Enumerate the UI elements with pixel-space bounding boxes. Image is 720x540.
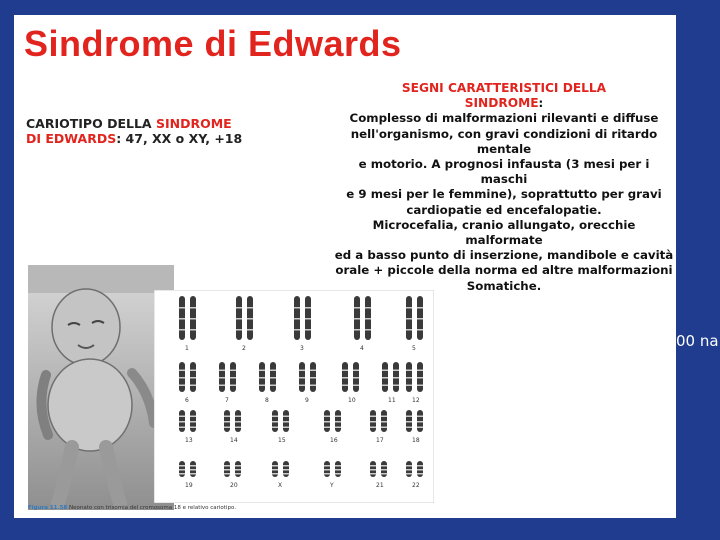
chromosome-band: [259, 377, 265, 379]
chromosome-band: [219, 370, 225, 372]
chromosome-band: [224, 416, 230, 418]
chromosome-band: [179, 329, 185, 331]
chromosome-band: [417, 377, 423, 379]
chromosome-label: 15: [278, 437, 286, 444]
signs-heading-line1: SEGNI CARATTERISTICI DELLA: [401, 81, 607, 95]
chromosome-band: [370, 421, 376, 423]
chromosome-band: [299, 370, 305, 372]
chromosome-band: [294, 329, 300, 331]
chromosome-band: [393, 377, 399, 379]
chromosome-band: [406, 385, 412, 387]
chromosome-band: [179, 370, 185, 372]
chromosome-band: [382, 377, 388, 379]
chromosome-label: 2: [242, 345, 246, 352]
chromosome-band: [179, 473, 185, 475]
chromosome-band: [342, 370, 348, 372]
slide-title: Sindrome di Edwards: [24, 23, 402, 64]
chromosome-label: 14: [230, 437, 238, 444]
chromosome-band: [381, 465, 387, 467]
chromosome-band: [230, 370, 236, 372]
chromosome-band: [406, 473, 412, 475]
chromosome-band: [272, 416, 278, 418]
chromosome-band: [370, 473, 376, 475]
chromosome-band: [190, 377, 196, 379]
chromosome-band: [370, 427, 376, 429]
chromosome-band: [370, 465, 376, 467]
chromosome-band: [283, 416, 289, 418]
chromosome-band: [190, 473, 196, 475]
chromosome-band: [235, 469, 241, 471]
chromosome-band: [324, 416, 330, 418]
chromosome-band: [236, 329, 242, 331]
chromosome-label: X: [278, 482, 283, 489]
chromosome-band: [381, 473, 387, 475]
signs-line: Microcefalia, cranio allungato, orecchie malformate: [372, 217, 636, 248]
chromosome-band: [406, 469, 412, 471]
chromosome-band: [283, 469, 289, 471]
chromosome-band: [335, 465, 341, 467]
chromosome-label: 17: [376, 437, 384, 444]
chromosome-band: [224, 465, 230, 467]
karyotype-red-syndrome: SINDROME: [155, 116, 232, 131]
chromosome-label: 16: [330, 437, 338, 444]
chromosome-band: [406, 318, 412, 320]
chromosome-label: Y: [330, 482, 334, 489]
chromosome-band: [417, 370, 423, 372]
chromosome-band: [272, 421, 278, 423]
chromosome-band: [335, 427, 341, 429]
chromosome-band: [417, 329, 423, 331]
characteristic-signs: [334, 81, 674, 294]
chromosome-band: [335, 421, 341, 423]
chromosome-band: [324, 465, 330, 467]
chromosome-label: 5: [412, 345, 416, 352]
karyotype-prefix: CARIOTIPO DELLA: [26, 116, 156, 131]
signs-heading-colon: :: [538, 96, 544, 111]
chromosome-band: [283, 465, 289, 467]
chromosome-band: [247, 329, 253, 331]
chromosome-band: [382, 370, 388, 372]
chromosome-band: [354, 307, 360, 309]
chromosome-band: [417, 465, 423, 467]
karyotype-formula: : 47, XX o XY, +18: [116, 131, 243, 146]
chromosome-band: [283, 421, 289, 423]
chromosome-band: [354, 329, 360, 331]
chromosome-band: [406, 377, 412, 379]
chromosome-band: [259, 385, 265, 387]
chromosome-band: [365, 307, 371, 309]
chromosome-label: 20: [230, 482, 238, 489]
chromosome-band: [179, 416, 185, 418]
chromosome-band: [270, 385, 276, 387]
chromosome-band: [406, 307, 412, 309]
chromosome-band: [294, 307, 300, 309]
chromosome-band: [381, 469, 387, 471]
signs-line: Complesso di malformazioni rilevanti e diffuse: [349, 111, 659, 126]
chromosome-band: [417, 385, 423, 387]
chromosome-band: [406, 329, 412, 331]
signs-line: ed a basso punto di inserzione, mandibole e cavità: [334, 248, 674, 263]
chromosome-label: 13: [185, 437, 193, 444]
chromosome-band: [272, 469, 278, 471]
chromosome-band: [353, 370, 359, 372]
chromosome-band: [324, 473, 330, 475]
chromosome-band: [294, 318, 300, 320]
chromosome-label: 10: [348, 397, 356, 404]
chromosome-band: [270, 370, 276, 372]
chromosome-band: [224, 469, 230, 471]
chromosome-band: [324, 469, 330, 471]
figure-caption-label: Figura 11.58: [28, 505, 68, 511]
chromosome-band: [230, 377, 236, 379]
chromosome-band: [235, 416, 241, 418]
chromosome-band: [190, 370, 196, 372]
chromosome-band: [417, 416, 423, 418]
chromosome-band: [324, 421, 330, 423]
chromosome-band: [381, 416, 387, 418]
signs-heading-line2: SINDROME: [464, 96, 539, 111]
chromosome-band: [370, 416, 376, 418]
chromosome-band: [190, 416, 196, 418]
chromosome-band: [310, 377, 316, 379]
chromosome-band: [236, 318, 242, 320]
chromosome-band: [299, 377, 305, 379]
chromosome-band: [235, 465, 241, 467]
chromosome-band: [406, 427, 412, 429]
chromosome-band: [335, 473, 341, 475]
content-card: [14, 15, 676, 518]
chromosome-band: [224, 427, 230, 429]
chromosome-band: [417, 307, 423, 309]
chromosome-band: [247, 318, 253, 320]
chromosome-band: [179, 469, 185, 471]
chromosome-band: [219, 385, 225, 387]
chromosome-label: 9: [305, 397, 309, 404]
chromosome-band: [305, 318, 311, 320]
chromosome-band: [365, 329, 371, 331]
chromosome-band: [283, 427, 289, 429]
chromosome-band: [190, 465, 196, 467]
chromosome-band: [342, 377, 348, 379]
chromosome-band: [305, 329, 311, 331]
chromosome-band: [235, 473, 241, 475]
chromosome-band: [179, 377, 185, 379]
chromosome-band: [417, 421, 423, 423]
chromosome-band: [381, 427, 387, 429]
chromosome-band: [417, 473, 423, 475]
chromosome-band: [179, 465, 185, 467]
chromosome-band: [179, 307, 185, 309]
chromosome-band: [353, 385, 359, 387]
chromosome-band: [190, 385, 196, 387]
signs-line: orale + piccole della norma ed altre malformazioni: [335, 263, 673, 278]
chromosome-label: 7: [225, 397, 229, 404]
chromosome-band: [230, 385, 236, 387]
figure-caption: [28, 505, 236, 511]
chromosome-band: [270, 377, 276, 379]
chromosome-band: [354, 318, 360, 320]
figure-caption-text: Neonato con trisomia del cromosoma 18 e relativo cariotipo.: [68, 505, 236, 511]
chromosome-band: [393, 385, 399, 387]
chromosome-label: 18: [412, 437, 420, 444]
chromosome-band: [370, 469, 376, 471]
chromosome-band: [342, 385, 348, 387]
chromosome-band: [179, 427, 185, 429]
chromosome-band: [406, 465, 412, 467]
chromosome-label: 11: [388, 397, 396, 404]
chromosome-band: [247, 307, 253, 309]
signs-line: e 9 mesi per le femmine), soprattutto per gravi: [346, 187, 662, 202]
chromosome-band: [190, 307, 196, 309]
chromosome-band: [417, 318, 423, 320]
chromosome-band: [310, 370, 316, 372]
chromosome-band: [324, 427, 330, 429]
chromosome-band: [190, 427, 196, 429]
chromosome-band: [406, 416, 412, 418]
chromosome-label: 19: [185, 482, 193, 489]
chromosome-band: [190, 421, 196, 423]
chromosome-band: [283, 473, 289, 475]
signs-line: cardiopatie ed encefalopatie.: [406, 202, 602, 217]
chromosome-label: 22: [412, 482, 420, 489]
chromosome-label: 3: [300, 345, 304, 352]
chromosome-band: [417, 469, 423, 471]
chromosome-band: [272, 473, 278, 475]
chromosome-band: [179, 421, 185, 423]
chromosome-band: [272, 427, 278, 429]
signs-line: e motorio. A prognosi infausta (3 mesi per i maschi: [358, 157, 650, 187]
signs-line: nell'organismo, con gravi condizioni di ritardo mentale: [350, 126, 658, 156]
chromosome-band: [224, 473, 230, 475]
chromosome-band: [235, 427, 241, 429]
karyotype-caption: [26, 116, 242, 146]
signs-line: Somatiche.: [466, 278, 542, 293]
karyotype-red-edwards: DI EDWARDS: [26, 131, 117, 146]
chromosome-band: [190, 469, 196, 471]
chromosome-band: [190, 329, 196, 331]
chromosome-band: [335, 469, 341, 471]
chromosome-band: [179, 385, 185, 387]
chromosome-label: 8: [265, 397, 269, 404]
chromosome-band: [305, 307, 311, 309]
karyotype-figure: [154, 290, 434, 503]
chromosome-band: [259, 370, 265, 372]
chromosome-label: 4: [360, 345, 364, 352]
chromosome-band: [235, 421, 241, 423]
chromosome-band: [417, 427, 423, 429]
chromosome-band: [382, 385, 388, 387]
chromosome-band: [179, 318, 185, 320]
chromosome-band: [190, 318, 196, 320]
chromosome-band: [236, 307, 242, 309]
chromosome-label: 21: [376, 482, 384, 489]
chromosome-band: [353, 377, 359, 379]
chromosome-band: [406, 370, 412, 372]
newborn-photo: [28, 265, 174, 510]
chromosome-label: 12: [412, 397, 420, 404]
chromosome-band: [365, 318, 371, 320]
chromosome-band: [219, 377, 225, 379]
chromosome-label: 6: [185, 397, 189, 404]
chromosome-band: [299, 385, 305, 387]
chromosome-band: [224, 421, 230, 423]
chromosome-band: [381, 421, 387, 423]
chromosome-band: [310, 385, 316, 387]
chromosome-band: [272, 465, 278, 467]
chromosome-label: 1: [185, 345, 189, 352]
chromosome-band: [335, 416, 341, 418]
chromosome-band: [393, 370, 399, 372]
chromosome-band: [406, 421, 412, 423]
stray-body-text: 00 na: [676, 332, 719, 350]
